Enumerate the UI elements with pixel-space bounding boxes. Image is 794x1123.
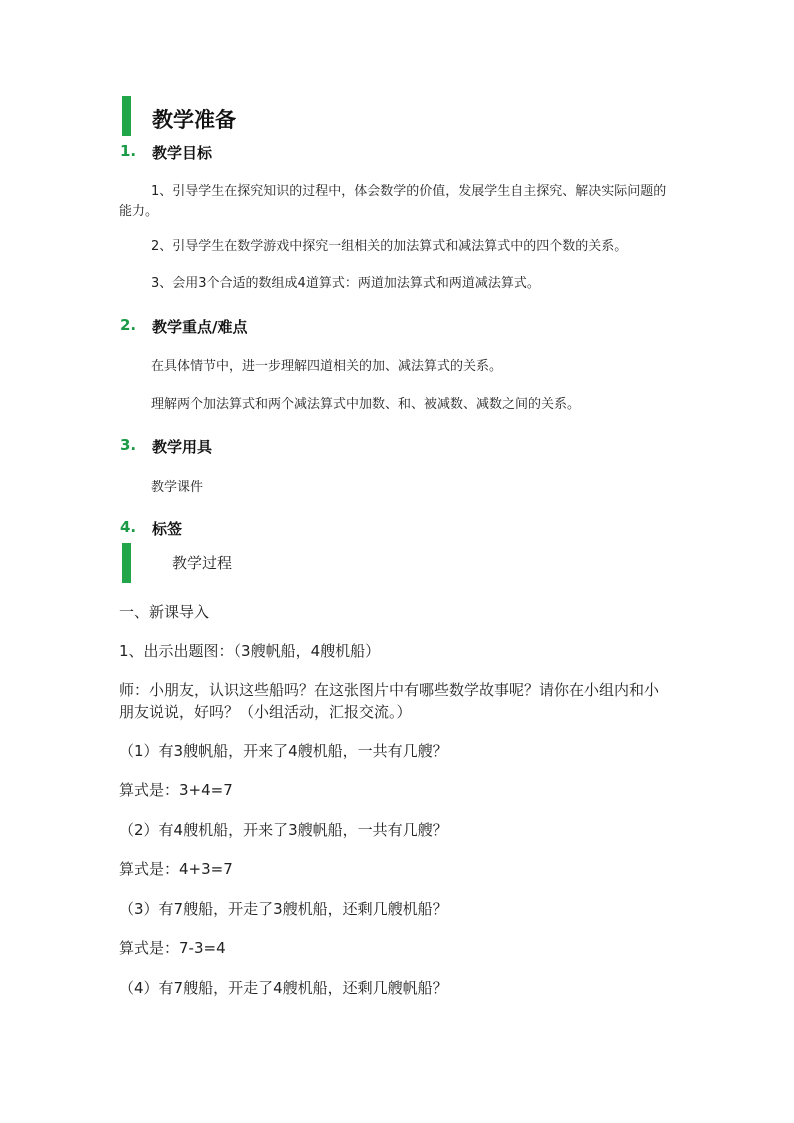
answer-1: 算式是：3+4=7 [119,781,233,799]
goal-item-1: 1、引导学生在探究知识的过程中，体会数学的价值，发展学生自主探究、解决实际问题的能力。 [119,184,667,219]
teacher-prompt: 师：小朋友，认识这些船吗？在这张图片中有哪些数学故事呢？请你在小组内和小朋友说说，好吗？（小组活动，汇报交流。） [119,681,660,721]
question-3: （3）有7艘船，开走了3艘机船，还剩几艘机船？ [119,900,448,918]
answer-2: 算式是：4+3=7 [119,860,233,878]
answer-3: 算式是：7-3=4 [119,939,226,957]
heading-number-focus: 2. [120,316,137,334]
show-image-line: 1、出示出题图：（3艘帆船，4艘机船） [119,642,381,660]
goal-item-3: 3、会用3个合适的数组成4道算式：两道加法算式和两道减法算式。 [151,276,540,291]
focus-item-2: 理解两个加法算式和两个减法算式中加数、和、被减数、减数之间的关系。 [151,397,581,412]
section-title-preparation: 教学准备 [152,108,236,132]
section-accent-bar [122,543,131,583]
question-4: （4）有7艘船，开走了4艘机船，还剩几艘帆船？ [119,979,448,997]
goal-item-2: 2、引导学生在数学游戏中探究一组相关的加法算式和减法算式中的四个数的关系。 [151,239,628,254]
part-title: 一、新课导入 [119,603,210,621]
section-accent-bar [122,96,131,136]
question-2: （2）有4艘机船，开来了3艘帆船，一共有几艘？ [119,821,448,839]
heading-goals: 教学目标 [152,144,213,162]
heading-number-tags: 4. [120,518,137,536]
heading-tools: 教学用具 [152,438,213,456]
focus-item-1: 在具体情节中，进一步理解四道相关的加、减法算式的关系。 [151,359,503,374]
tools-item-1: 教学课件 [151,480,204,495]
heading-number-tools: 3. [120,436,137,454]
heading-focus: 教学重点/难点 [152,318,248,336]
question-1: （1）有3艘帆船，开来了4艘机船，一共有几艘？ [119,742,448,760]
heading-tags: 标签 [152,520,183,538]
heading-number-goals: 1. [120,142,137,160]
section-title-process: 教学过程 [172,554,233,572]
